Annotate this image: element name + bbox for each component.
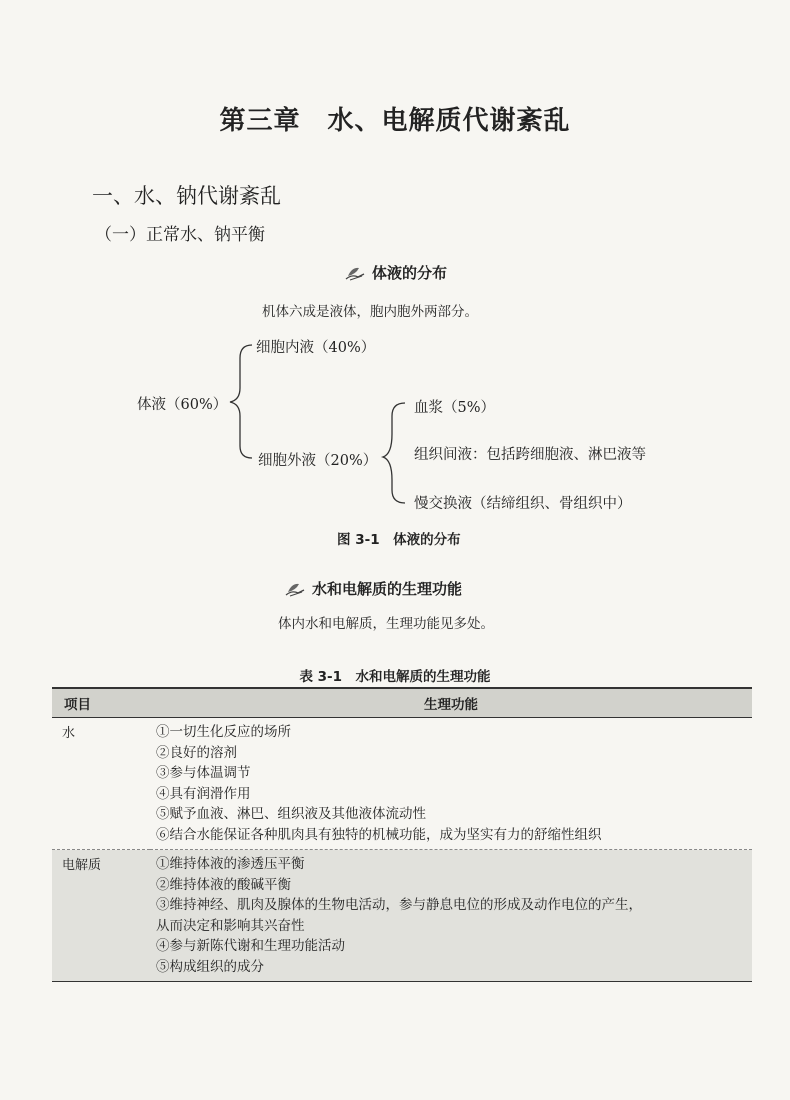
body-fluid-heading-text: 体液的分布 [372,264,448,282]
function-line: ③参与体温调节 [156,765,251,781]
function-line: ②良好的溶剂 [156,744,237,761]
plasma-label: 血浆（5%） [414,400,496,416]
table-row [52,850,752,982]
function-line: ①维持体液的渗透压平衡 [156,856,305,872]
function-line: ②维持体液的酸碱平衡 [156,876,291,893]
function-line: ④具有润滑作用 [156,785,251,802]
functions-heading [284,578,462,599]
functions-table [52,687,752,982]
leaf-book-icon [284,580,306,598]
slow-exchange-label: 慢交换液（结缔组织、骨组织中） [414,496,632,512]
extracellular-label: 细胞外液（20%） [258,453,378,469]
row-functions-water [150,718,752,850]
interstitial-label: 组织间液：包括跨细胞液、淋巴液等 [414,447,646,463]
row-item-electrolyte: 电解质 [52,850,150,982]
body-fluid-heading [344,262,447,283]
row-functions-electrolyte [150,850,752,982]
function-line: ⑤构成组织的成分 [156,958,264,975]
functions-heading-text: 水和电解质的生理功能 [312,580,463,598]
brace-extracellular [383,403,405,503]
functions-intro: 体内水和电解质，生理功能见多处。 [278,616,494,632]
function-line: ①一切生化反应的场所 [156,724,291,740]
figure-caption: 图 3-1 体液的分布 [337,532,461,548]
table-caption: 表 3-1 水和电解质的生理功能 [299,669,491,685]
column-header-item: 项目 [52,688,150,718]
brace-root [230,345,252,458]
table-row [52,718,752,850]
function-line: ③维持神经、肌肉及腺体的生物电活动，参与静息电位的形成及动作电位的产生， [156,897,642,913]
function-line: ⑥结合水能保证各种肌肉具有独特的机械功能，成为坚实有力的舒缩性组织 [156,826,602,843]
function-line: 从而决定和影响其兴奋性 [156,917,305,934]
table-header-row [52,688,752,718]
body-fluid-diagram [0,330,790,520]
subsection-title: （一）正常水、钠平衡 [95,225,265,245]
row-item-water: 水 [52,718,150,850]
leaf-book-icon [344,264,366,282]
function-line: ④参与新陈代谢和生理功能活动 [156,938,345,954]
section-title: 一、水、钠代谢紊乱 [92,184,281,208]
intracellular-label: 细胞内液（40%） [256,340,376,356]
body-fluid-root-label: 体液（60%） [137,397,228,413]
column-header-function: 生理功能 [150,688,752,718]
body-fluid-intro: 机体六成是液体，胞内胞外两部分。 [262,304,478,320]
chapter-title: 第三章 水、电解质代谢紊乱 [219,106,571,136]
function-line: ⑤赋予血液、淋巴、组织液及其他液体流动性 [156,806,426,822]
